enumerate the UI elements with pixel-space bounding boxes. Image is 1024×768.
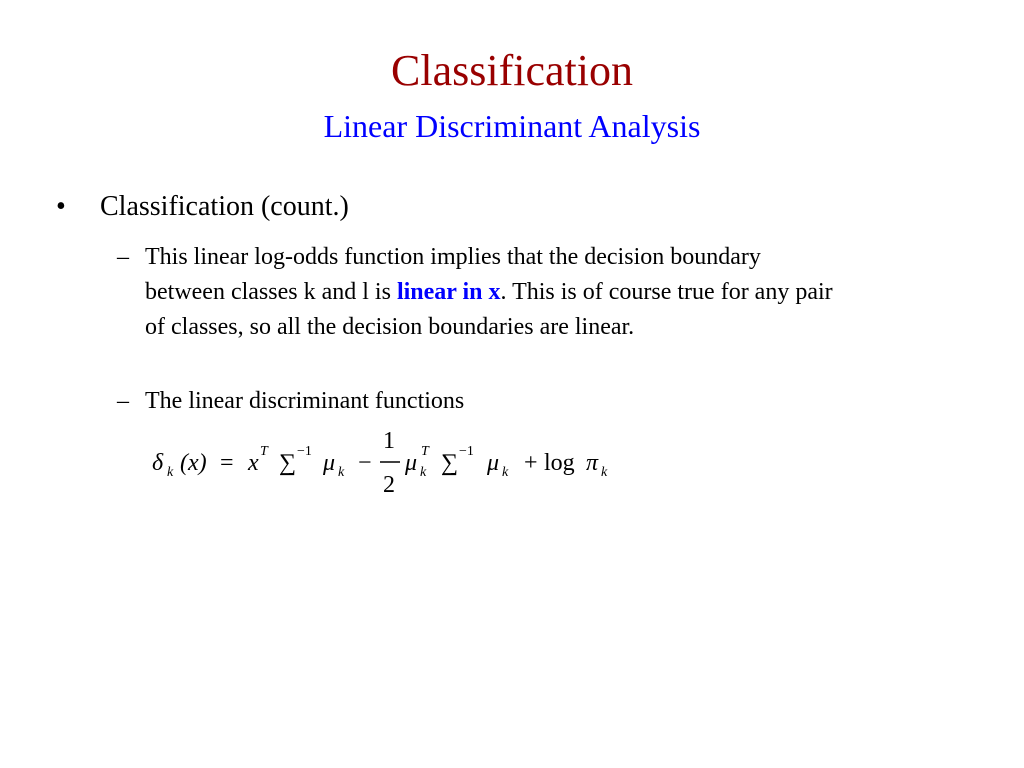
superscript-t: T (421, 444, 429, 459)
sigma-symbol: ∑ (279, 450, 297, 476)
body-line-3: of classes, so all the decision boundaries are linear. (145, 314, 635, 340)
equals-sign: = (220, 450, 234, 476)
emphasis-linear-in-x: linear in x (396, 279, 501, 305)
bullet-dot-icon: • (56, 191, 66, 222)
sigma-symbol: ∑ (441, 450, 459, 476)
bullet-text: Classification (count.) (100, 191, 349, 222)
subscript-k: k (338, 465, 345, 480)
pi-symbol: π (586, 450, 599, 476)
subscript-k: k (601, 465, 608, 480)
fraction-numerator: 1 (383, 428, 395, 454)
subscript-k: k (502, 465, 509, 480)
superscript-inverse: −1 (297, 444, 312, 459)
delta-symbol: δ (152, 450, 164, 476)
body-line-2 (145, 275, 975, 310)
subscript-k: k (420, 465, 427, 480)
body-line-1: This linear log-odds function implies that the decision boundary (145, 244, 761, 270)
dash-icon: – (117, 244, 129, 270)
body-line-2-end: . This is of course true for any pair (500, 279, 833, 305)
dash-icon: – (117, 388, 129, 414)
sub-bullet-body (145, 240, 975, 345)
superscript-t: T (260, 444, 268, 459)
fraction-denominator: 2 (383, 472, 395, 498)
sub-bullet-body (145, 384, 975, 419)
mu-symbol: μ (323, 450, 336, 476)
minus-sign: − (358, 450, 372, 476)
slide-subtitle: Linear Discriminant Analysis (323, 108, 701, 144)
argument-x: (x) (180, 450, 207, 476)
mu-symbol: μ (487, 450, 500, 476)
log-function: log (544, 450, 575, 476)
slide-title: Classification (391, 46, 633, 95)
superscript-inverse: −1 (459, 444, 474, 459)
body-line-discriminant: The linear discriminant functions (145, 388, 465, 414)
mu-symbol: μ (405, 450, 418, 476)
discriminant-formula (150, 424, 620, 500)
variable-x: x (248, 450, 259, 476)
subscript-k: k (167, 465, 174, 480)
plus-sign: + (524, 450, 538, 476)
body-line-2-start: between classes k and l is (145, 279, 397, 305)
